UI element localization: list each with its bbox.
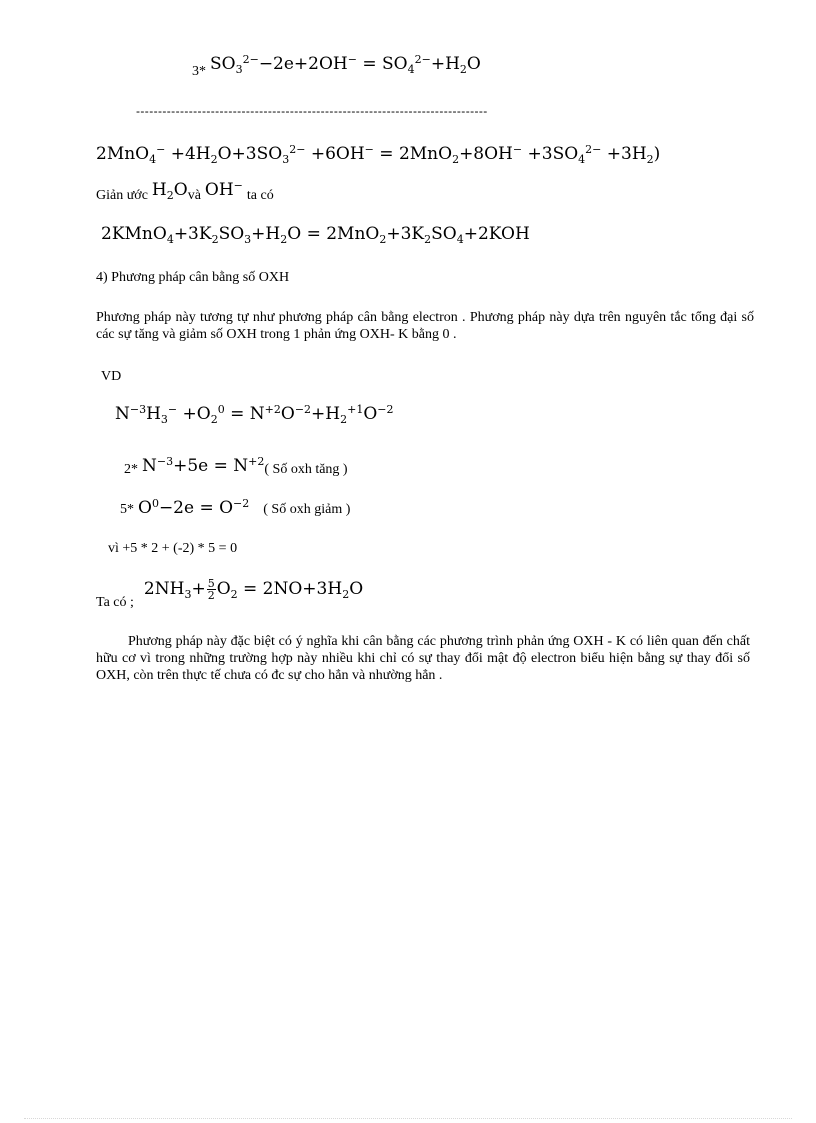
fraction-5-2: $\frac{5}{2}$	[207, 577, 215, 602]
final-equation-line	[96, 577, 364, 610]
paragraph-2-text: Phương pháp này đặc biệt có ý nghĩa khi cân bằng các phương trình phản ứng OXH - K có liên quan đến chất hữu cơ vì trong những trường hợp này nhiều khi chỉ có sự thay đổi mật độ electron biểu hiện bằng sự thay đổi số OXH, còn trên thực tế chưa có đc sự cho hẳn và nhường hẳn .	[96, 634, 750, 683]
taco-label: Ta có ;	[96, 595, 134, 610]
paragraph-2	[96, 633, 750, 684]
step-2-equation: $O^0-2e = O^{-2}$	[138, 496, 250, 518]
step-1-prefix: 2*	[124, 462, 138, 477]
equation-1-body: $SO_3^{2-}-2e+2OH^- = SO_4^{2-}+H_2O$	[210, 52, 481, 76]
because-line: vì +5 * 2 + (-2) * 5 = 0	[108, 541, 238, 556]
equation-1	[192, 52, 481, 79]
equation-1-prefix: 3*	[192, 64, 206, 79]
page-edge	[24, 1118, 792, 1119]
step-1-note: ( Số oxh tăng )	[264, 462, 348, 477]
section-title: 4) Phương pháp cân bằng số OXH	[96, 270, 290, 285]
equation-4: $N^{-3}H_3^- +O_2^0 = N^{+2}O^{-2}+H_2^{+1}O^{-2}$	[115, 402, 394, 426]
paragraph-1: Phương pháp này tương tự như phương pháp cân bằng electron . Phương pháp này dựa trên nguyên tắc tổng đại số các sự tăng và giảm số OXH trong 1 phản ứng OXH- K bằng 0 .	[96, 310, 754, 342]
step-2-prefix: 5*	[120, 502, 134, 517]
simplify-oh: OH−	[204, 178, 243, 200]
simplify-va: và	[187, 188, 201, 203]
step-2	[120, 498, 350, 518]
simplify-after: ta có	[246, 188, 274, 203]
example-label: VD	[101, 369, 122, 384]
equation-3: $2KMnO_4+3K_2SO_3+H_2O = 2MnO_2+3K_2SO_4+2KOH$	[101, 224, 530, 246]
simplify-line	[96, 178, 274, 204]
dashed-separator: --------------------------------------------------------------------------------	[136, 104, 488, 118]
simplify-h2o: $H_2O$	[151, 180, 188, 202]
step-2-note: ( Số oxh giảm )	[263, 502, 351, 517]
step-1-equation: $N^{-3}+5e = N^{+2}$	[142, 454, 265, 476]
equation-2: $2MnO_4^- +4H_2O+3SO_3^{2-} +6OH^- = 2MnO_2+8OH^- +3SO_4^{2-} +3H_2$)	[96, 142, 661, 166]
final-equation: $2NH_3+$ $\frac{5}{2}$ $O_2 = 2NO+3H_2O$	[143, 577, 364, 602]
step-1	[124, 456, 348, 476]
simplify-before: Giản ước	[96, 188, 148, 203]
